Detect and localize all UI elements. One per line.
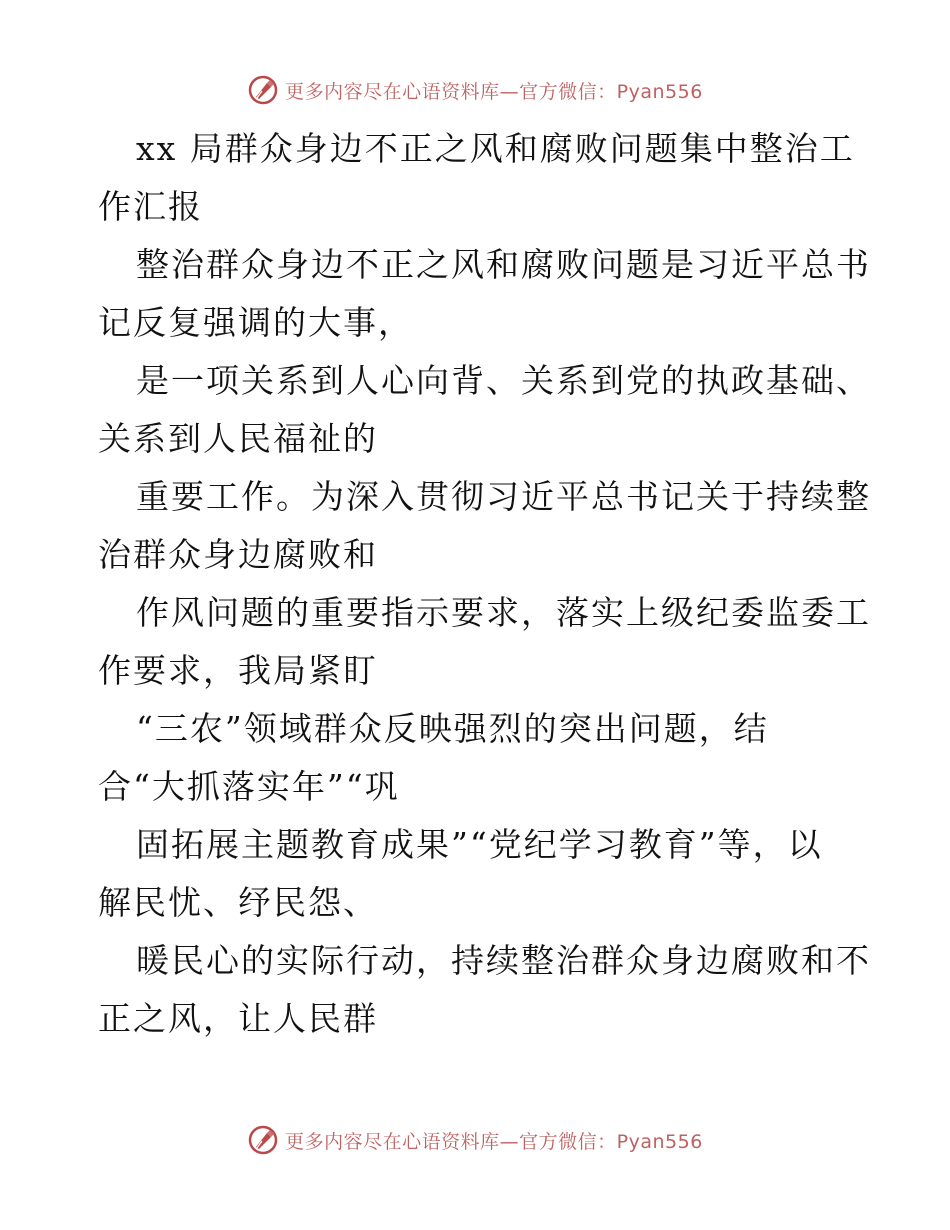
text-line: 固拓展主题教育成果”“党纪学习教育”等，以 <box>136 825 823 864</box>
pen-nib-logo-icon <box>247 1124 279 1156</box>
watermark-banner-top <box>0 70 950 110</box>
text-line: “三农”领域群众反映强烈的突出问题，结 <box>136 709 769 748</box>
watermark-banner-bottom <box>0 1120 950 1160</box>
text-line: 记反复强调的大事， <box>98 303 413 342</box>
text-line: 重要工作。为深入贯彻习近平总书记关于持续整 <box>136 477 871 516</box>
text-line: 作汇报 <box>98 187 203 226</box>
text-line: 整治群众身边不正之风和腐败问题是习近平总书 <box>136 245 871 284</box>
text-line: 作风问题的重要指示要求，落实上级纪委监委工 <box>136 593 871 632</box>
text-line: xx 局群众身边不正之风和腐败问题集中整治工 <box>136 129 855 168</box>
text-line: 解民忧、纾民怨、 <box>98 883 378 922</box>
text-line: 是一项关系到人心向背、关系到党的执政基础、 <box>136 361 871 400</box>
text-line: 关系到人民福祉的 <box>98 419 378 458</box>
document-body <box>98 120 871 1048</box>
text-line: 治群众身边腐败和 <box>98 535 378 574</box>
text-line: 作要求，我局紧盯 <box>98 651 378 690</box>
watermark-text: 更多内容尽在心语资料库—官方微信：Pyan556 <box>285 1130 703 1153</box>
text-line: 正之风，让人民群 <box>98 999 378 1038</box>
pen-nib-logo-icon <box>247 74 279 106</box>
watermark-text: 更多内容尽在心语资料库—官方微信：Pyan556 <box>285 80 703 103</box>
text-line: 合“大抓落实年”“巩 <box>98 767 400 806</box>
text-line: 暖民心的实际行动，持续整治群众身边腐败和不 <box>136 941 871 980</box>
